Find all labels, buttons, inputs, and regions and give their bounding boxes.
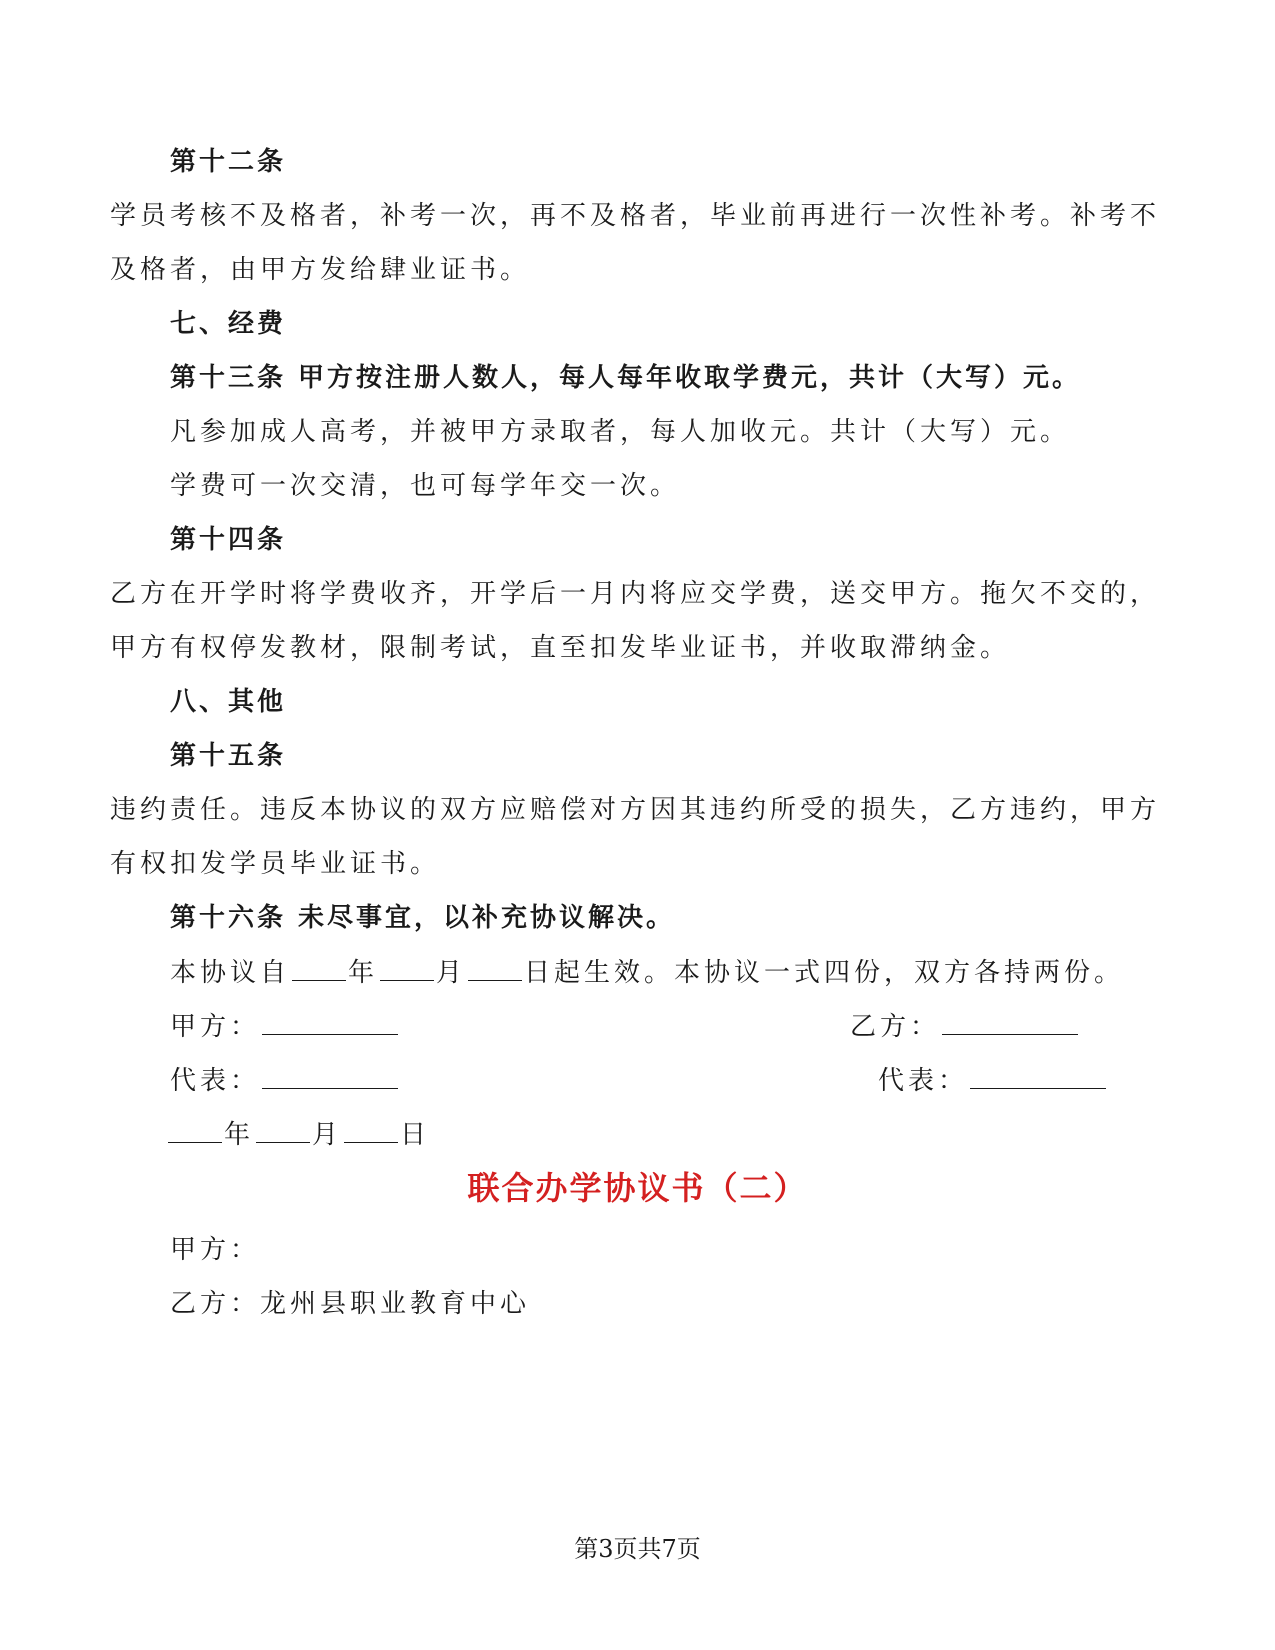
- party-a-label: 甲方：: [170, 1012, 261, 1042]
- article-14-text-line2: 甲方有权停发教材，限制考试，直至扣发毕业证书，并收取滞纳金。: [110, 633, 1011, 663]
- article-13-para1: 凡参加成人高考，并被甲方录取者，每人加收元。共计（大写）元。: [170, 417, 1071, 447]
- rep-b-blank: [970, 1062, 1106, 1089]
- article-12-heading: 第十二条: [170, 147, 287, 177]
- section-8-heading: 八、其他: [170, 687, 287, 717]
- effective-year-label: 年: [348, 958, 379, 988]
- day-blank: [468, 954, 522, 981]
- sign-month-label: 月: [312, 1120, 343, 1150]
- page-footer: 第3页共7页: [574, 1535, 701, 1563]
- article-14-heading: 第十四条: [170, 525, 287, 555]
- sign-year-label: 年: [224, 1120, 255, 1150]
- article-15-text-line1: 违约责任。违反本协议的双方应赔偿对方因其违约所受的损失，乙方违约，甲方: [110, 795, 1161, 825]
- section-7-heading: 七、经费: [170, 309, 287, 339]
- article-16-heading: 第十六条 未尽事宜，以补充协议解决。: [170, 903, 676, 933]
- article-12-text-line2: 及格者，由甲方发给肆业证书。: [110, 255, 531, 285]
- effective-suffix: 日起生效。本协议一式四份，双方各持两份。: [524, 958, 1125, 988]
- doc2-party-a: 甲方：: [170, 1235, 261, 1265]
- article-13-para2: 学费可一次交清，也可每学年交一次。: [170, 471, 681, 501]
- article-12-text-line1: 学员考核不及格者，补考一次，再不及格者，毕业前再进行一次性补考。补考不: [110, 201, 1161, 231]
- sign-day-label: 日: [400, 1120, 431, 1150]
- rep-a-label: 代表：: [170, 1066, 261, 1096]
- effective-prefix: 本协议自: [170, 958, 291, 988]
- sign-day-blank: [344, 1116, 398, 1143]
- rep-b-label: 代表：: [878, 1066, 969, 1096]
- signing-date-line: [168, 1116, 430, 1153]
- article-15-text-line2: 有权扣发学员毕业证书。: [110, 849, 441, 879]
- sign-month-blank: [256, 1116, 310, 1143]
- month-blank: [380, 954, 434, 981]
- party-b-signature: [850, 1008, 1080, 1045]
- year-blank: [292, 954, 346, 981]
- party-b-label: 乙方：: [850, 1012, 941, 1042]
- effective-month-label: 月: [436, 958, 467, 988]
- effective-date-line: [170, 954, 1124, 991]
- party-a-signature: [170, 1008, 400, 1045]
- article-15-heading: 第十五条: [170, 741, 287, 771]
- article-13-heading: 第十三条 甲方按注册人数人，每人每年收取学费元，共计（大写）元。: [170, 363, 1082, 393]
- article-14-text-line1: 乙方在开学时将学费收齐，开学后一月内将应交学费，送交甲方。拖欠不交的，: [110, 579, 1161, 609]
- document-2-title: 联合办学协议书（二）: [467, 1169, 808, 1207]
- party-a-blank: [262, 1008, 398, 1035]
- party-b-blank: [942, 1008, 1078, 1035]
- rep-b-signature: [878, 1062, 1108, 1099]
- rep-a-signature: [170, 1062, 400, 1099]
- sign-year-blank: [168, 1116, 222, 1143]
- rep-a-blank: [262, 1062, 398, 1089]
- doc2-party-b: 乙方：龙州县职业教育中心: [170, 1289, 531, 1319]
